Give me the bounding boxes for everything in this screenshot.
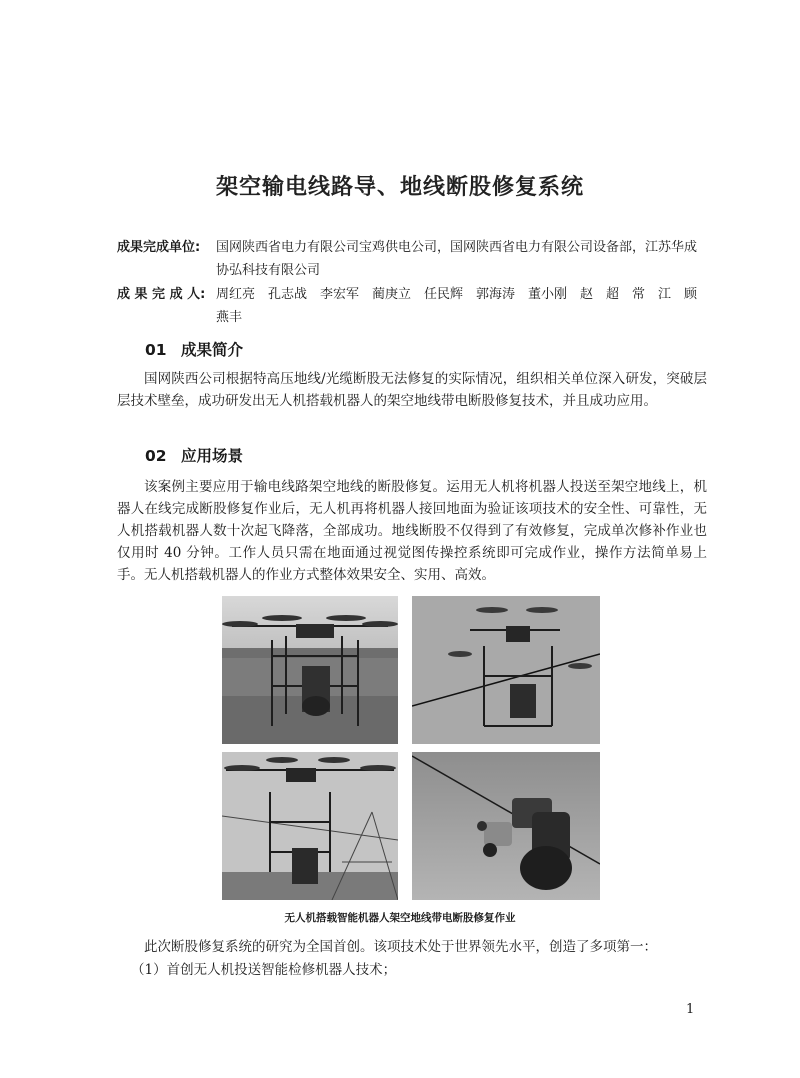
figure-caption: 无人机搭载智能机器人架空地线带电断股修复作业	[284, 912, 516, 924]
section-title: 成果简介	[181, 341, 244, 359]
photo-drone-on-ground	[222, 596, 398, 744]
completion-people-block	[117, 283, 717, 329]
page-title: 架空输电线路导、地线断股修复系统	[215, 175, 584, 200]
completion-unit-block	[117, 236, 717, 282]
photo-robot-on-wire	[412, 752, 600, 900]
section-heading-02	[145, 444, 243, 466]
completion-unit-label: 成果完成单位:	[117, 240, 201, 255]
body-paragraph-intro: 此次断股修复系统的研究为全国首创。该项技术处于世界领先水平，创造了多项第一：	[144, 939, 657, 955]
section-number: 01	[145, 341, 167, 359]
list-item-1: （1）首创无人机投送智能检修机器人技术；	[131, 962, 397, 978]
section-paragraph-01: 国网陕西公司根据特高压地线/光缆断股无法修复的实际情况，组织相关单位深入研发，突破层层技术壁垒，成功研发出无人机搭载机器人的架空地线带电断股修复技术，并且成功应用。	[117, 371, 707, 409]
page-number: 1	[686, 1002, 695, 1017]
completion-people-value: 周红亮 孔志战 李宏军 蔺庚立 任民辉 郭海涛 董小刚 赵 超 常 江 顾燕丰	[216, 287, 698, 325]
photo-drone-near-tower	[222, 752, 398, 900]
section-number: 02	[145, 447, 167, 465]
section-paragraph-02: 该案例主要应用于输电线路架空地线的断股修复。运用无人机将机器人投送至架空地线上，机器人在线完成断股修复作业后，无人机再将机器人接回地面为验证该项技术的安全性、可靠性，无人机搭载机器人数十次起飞降落，全部成功。地线断股不仅得到了有效修复，完成单次修补作业也仅用时 40 分钟。工作人员只需在地面通过视觉图传操控系统即可完成作业，操作方法简单易上手。无人机搭载机器人的作业方式整体效果安全、实用、高效。	[117, 479, 707, 583]
photo-drone-approaching-wire	[412, 596, 600, 744]
section-title: 应用场景	[181, 447, 244, 465]
completion-unit-value: 国网陕西省电力有限公司宝鸡供电公司，国网陕西省电力有限公司设备部，江苏华成协弘科技有限公司	[216, 240, 698, 278]
completion-people-label: 成 果 完 成 人:	[117, 287, 206, 302]
section-heading-01	[145, 338, 243, 360]
